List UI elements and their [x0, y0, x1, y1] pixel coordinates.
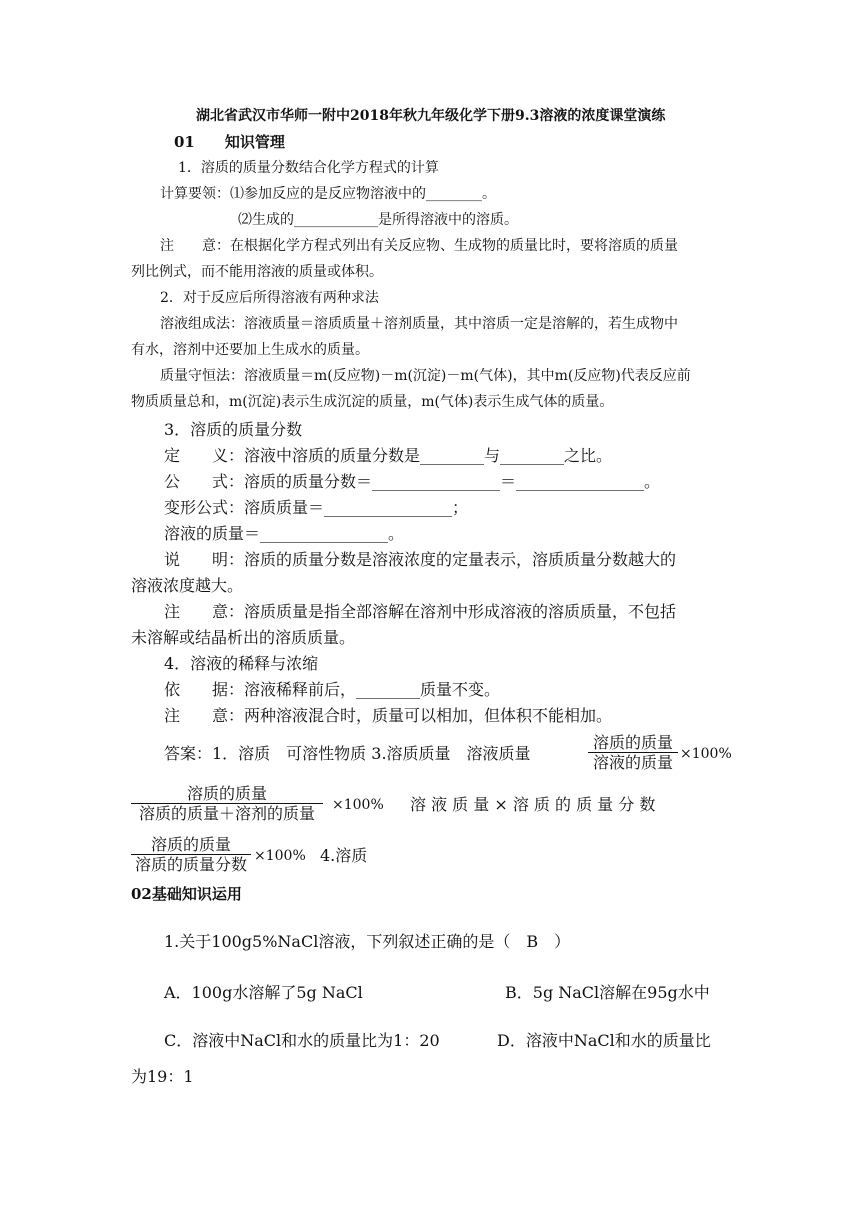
fraction-mass-fraction-expanded: [131, 784, 323, 823]
percent-factor: ×100%: [254, 848, 306, 864]
point-3-explanation-line1: 说 明：溶质的质量分数是溶液浓度的定量表示，溶质质量分数越大的: [164, 550, 677, 569]
point-1-item-b: ⑵生成的____________是所得溶液中的溶质。: [238, 212, 518, 228]
point-2-method-b-line2: 物质质量总和，m(沉淀)表示生成沉淀的质量，m(气体)表示生成气体的质量。: [131, 394, 614, 410]
point-1-item-a: 计算要领：⑴参加反应的是反应物溶液中的________。: [160, 186, 496, 202]
point-3-formula: 公 式：溶质的质量分数＝________________＝________________。: [164, 472, 661, 491]
option-b: B．5g NaCl溶解在95g水中: [505, 983, 710, 1002]
option-a: A．100g水溶解了5g NaCl: [164, 983, 363, 1002]
point-1-heading: 1．溶质的质量分数结合化学方程式的计算: [178, 160, 439, 176]
fraction-denominator: 溶质的质量＋溶剂的质量: [131, 803, 323, 823]
answer-line-1: 答案：1．溶质 可溶性物质 3.溶质质量 溶液质量: [164, 744, 531, 763]
point-4-heading: 4．溶液的稀释与浓缩: [164, 654, 319, 673]
section-02-heading: 02基础知识运用: [131, 885, 242, 903]
point-3-heading: 3．溶质的质量分数: [164, 420, 303, 439]
answer-solute-mass-formula: 溶 液 质 量 × 溶 质 的 质 量 分 数: [410, 795, 656, 814]
doc-title: 湖北省武汉市华师一附中2018年秋九年级化学下册9.3溶液的浓度课堂演练: [196, 108, 666, 124]
point-2-method-b-line1: 质量守恒法：溶液质量＝m(反应物)－m(沉淀)－m(气体)，其中m(反应物)代表反应前: [160, 368, 691, 384]
fraction-denominator: 溶质的质量分数: [131, 854, 251, 874]
point-3-note-line2: 未溶解或结晶析出的溶质质量。: [131, 628, 356, 647]
point-1-note-line2: 列比例式，而不能用溶液的质量或体积。: [131, 264, 383, 280]
percent-factor: ×100%: [332, 797, 384, 813]
point-3-definition: 定 义：溶液中溶质的质量分数是________与________之比。: [164, 446, 613, 465]
fraction-numerator: 溶质的质量: [150, 835, 231, 854]
point-2-method-a-line1: 溶液组成法：溶液质量＝溶质质量＋溶剂质量，其中溶质一定是溶解的，若生成物中: [160, 316, 678, 332]
percent-factor: ×100%: [680, 746, 732, 762]
point-4-basis: 依 据：溶液稀释前后，________质量不变。: [164, 680, 501, 699]
fraction-mass-fraction: [588, 733, 678, 772]
point-2-heading: 2．对于反应后所得溶液有两种求法: [160, 290, 379, 306]
fraction-numerator: 溶质的质量: [186, 784, 267, 803]
point-3-explanation-line2: 溶液浓度越大。: [131, 576, 244, 595]
question-1: 1.关于100g5%NaCl溶液，下列叙述正确的是（ B ）: [164, 932, 571, 951]
fraction-solution-mass: [131, 835, 251, 874]
section-01-heading: 01 知识管理: [174, 133, 285, 151]
point-3-note-line1: 注 意：溶质质量是指全部溶解在溶剂中形成溶液的溶质质量，不包括: [164, 602, 677, 621]
answer-point-4: 4.溶质: [320, 846, 368, 865]
option-d: D．溶液中NaCl和水的质量比: [497, 1031, 711, 1050]
point-2-method-a-line2: 有水，溶剂中还要加上生成水的质量。: [131, 342, 369, 358]
fraction-denominator: 溶液的质量: [588, 752, 678, 772]
point-4-note: 注 意：两种溶液混合时，质量可以相加，但体积不能相加。: [164, 706, 613, 725]
point-3-variant-formula: 变形公式：溶质质量＝________________；: [164, 498, 469, 517]
option-c: C．溶液中NaCl和水的质量比为1：20: [164, 1031, 440, 1050]
point-3-solution-mass: 溶液的质量＝________________。: [164, 524, 405, 543]
fraction-numerator: 溶质的质量: [592, 733, 673, 752]
point-1-note-line1: 注 意：在根据化学方程式列出有关反应物、生成物的质量比时，要将溶质的质量: [160, 238, 678, 254]
option-d-continued: 为19：1: [131, 1067, 194, 1086]
